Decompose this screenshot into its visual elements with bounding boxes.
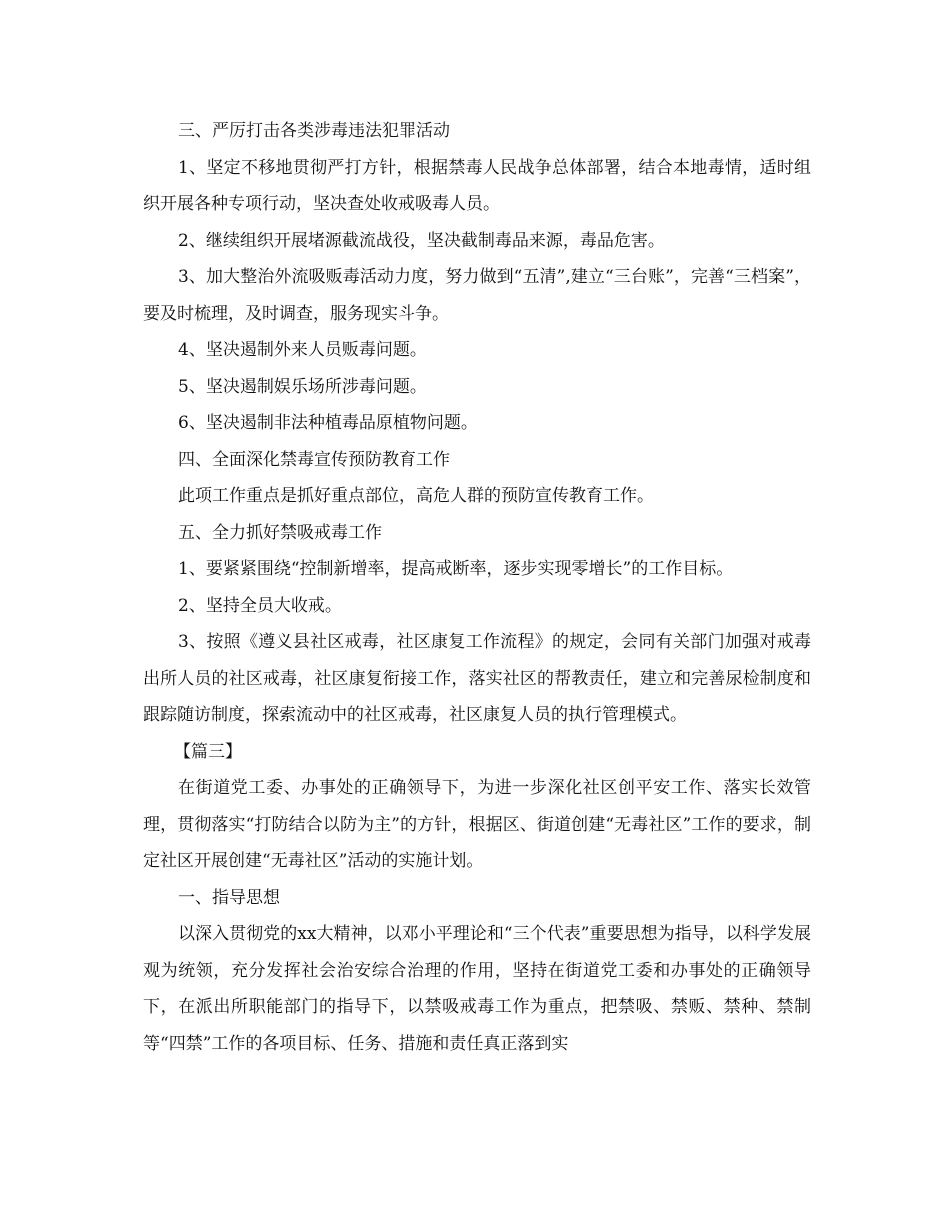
section-heading-strike-crime: 三、严厉打击各类涉毒违法犯罪活动: [178, 121, 450, 141]
paragraph-guiding-thought: 以深入贯彻党的xx大精神，以邓小平理论和“三个代表”重要思想为指导，以科学发展观为统领，充分发挥社会治安综合治理的作用，坚持在街道党工委和办事处的正确领导下，在派出所职能部门的指导下，以禁吸戒毒工作为重点，把禁吸、禁贩、禁种、禁制等“四禁”工作的各项目标、任务、措施和责任真正落到实: [143, 924, 811, 1054]
paragraph-intro: 在街道党工委、办事处的正确领导下，为进一步深化社区创平安工作、落实长效管理，贯彻落实“打防结合以防为主”的方针，根据区、街道创建“无毒社区”工作的要求，制定社区开展创建“无毒社区”活动的实施计划。: [143, 778, 811, 871]
paragraph-item-6: 6、坚决遏制非法种植毒品原植物问题。: [178, 413, 478, 433]
paragraph-item-2: 2、继续组织开展堵源截流战役，坚决截制毒品来源，毒品危害。: [178, 230, 665, 251]
section-heading-prevention-education: 四、全面深化禁毒宣传预防教育工作: [178, 449, 450, 470]
paragraph-item-5: 5、坚决遏制娱乐场所涉毒问题。: [178, 376, 427, 397]
part-three-tag: 【篇三】: [174, 741, 242, 762]
section-heading-rehab-work: 五、全力抓好禁吸戒毒工作: [178, 522, 382, 543]
paragraph-prevention-focus: 此项工作重点是抓好重点部位，高危人群的预防宣传教育工作。: [178, 486, 654, 506]
paragraph-rehab-item-3: 3、按照《遵义县社区戒毒，社区康复工作流程》的规定，会同有关部门加强对戒毒出所人员的社区戒毒，社区康复衔接工作，落实社区的帮教责任，建立和完善尿检制度和跟踪随访制度，探索流动中的社区戒毒，社区康复人员的执行管理模式。: [143, 632, 811, 725]
paragraph-rehab-item-1: 1、要紧紧围绕“控制新增率，提高戒断率，逐步实现零增长”的工作目标。: [178, 559, 734, 579]
section-heading-guiding-thought: 一、指导思想: [178, 887, 280, 908]
paragraph-item-4: 4、坚决遏制外来人员贩毒问题。: [178, 340, 427, 360]
paragraph-item-3: 3、加大整治外流吸贩毒活动力度，努力做到“五清”,建立“三台账”，完善“三档案”，要及时梳理，及时调查，服务现实斗争。: [143, 267, 811, 324]
paragraph-item-1: 1、坚定不移地贯彻严打方针，根据禁毒人民战争总体部署，结合本地毒情，适时组织开展各种专项行动，坚决查处收戒吸毒人员。: [143, 157, 811, 214]
paragraph-rehab-item-2: 2、坚持全员大收戒。: [178, 595, 342, 616]
document-body: [143, 113, 811, 1062]
